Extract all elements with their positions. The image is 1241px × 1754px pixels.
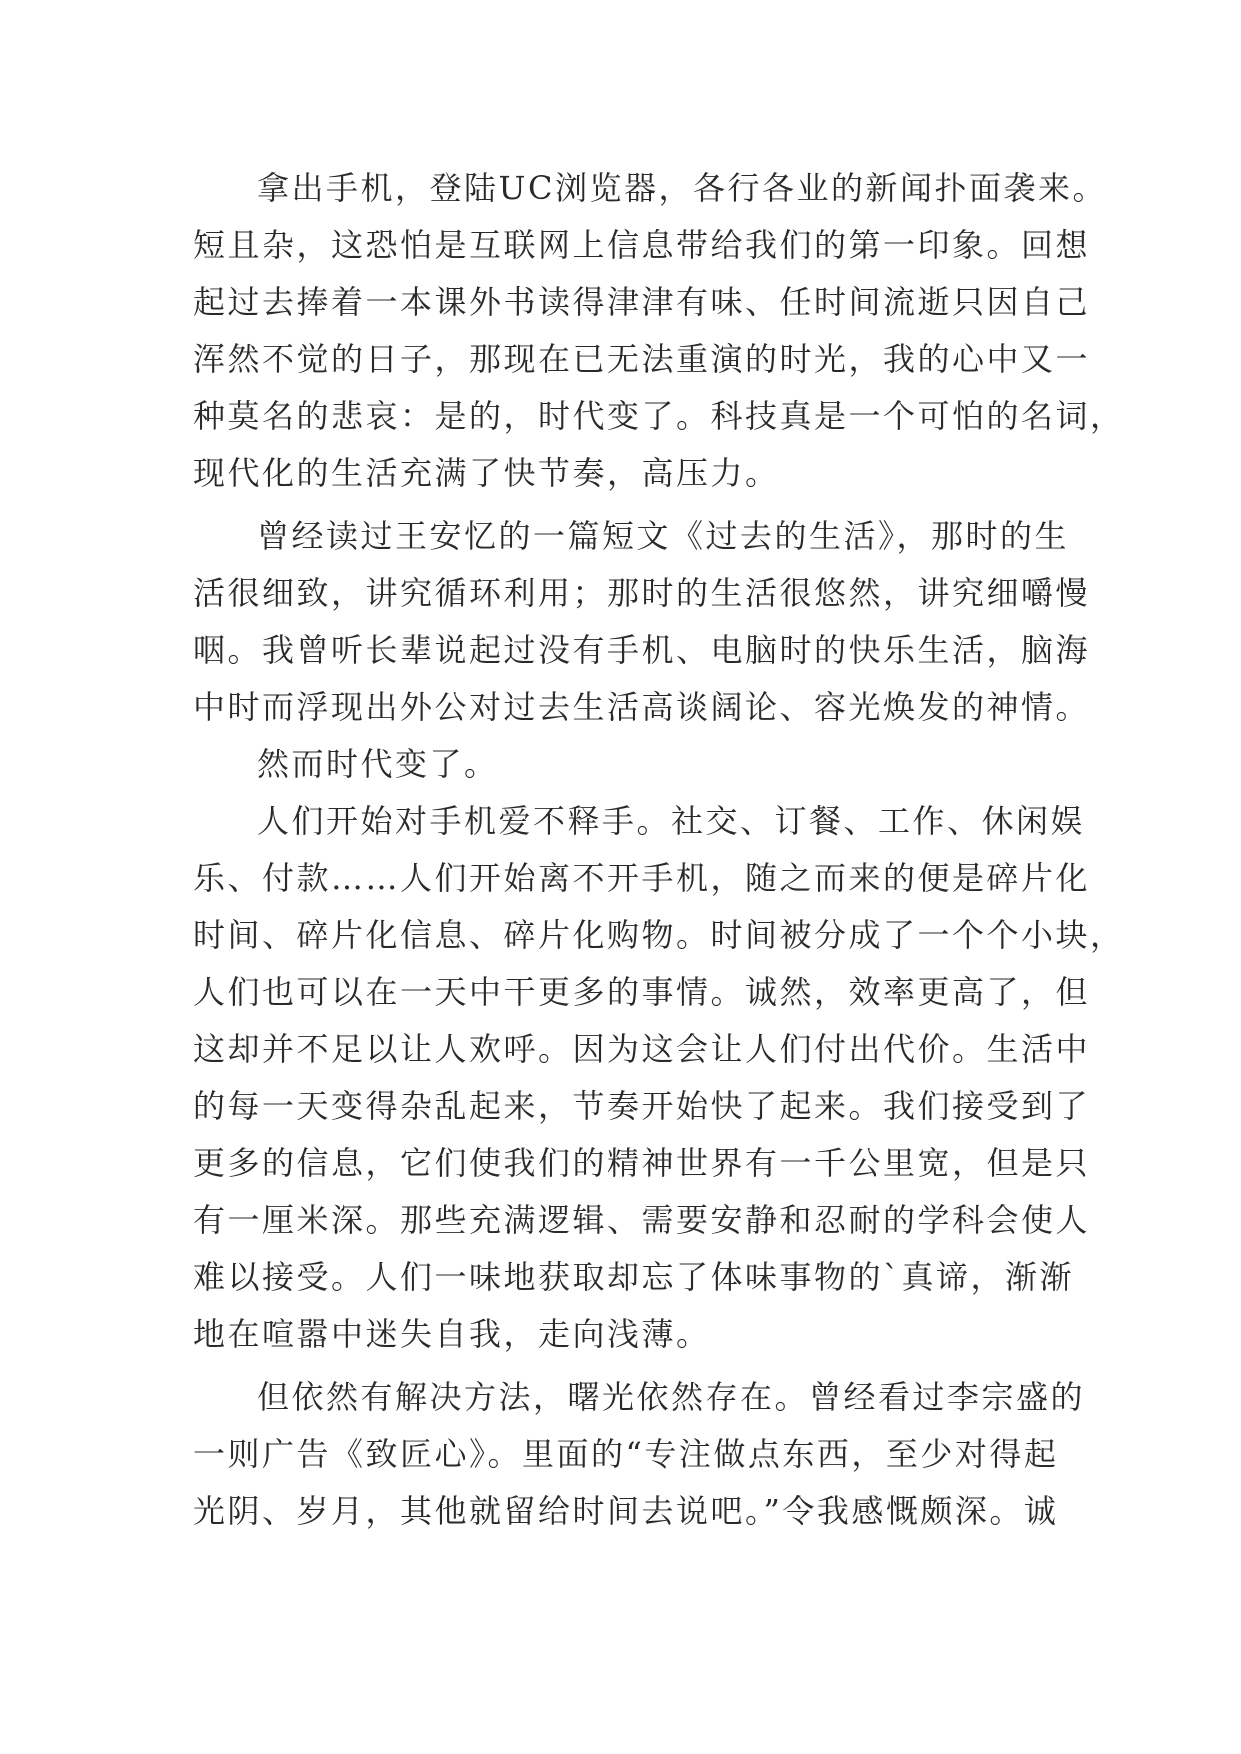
paragraph-5 (193, 1369, 1086, 1540)
paragraph-line: 短且杂，这恐怕是互联网上信息带给我们的第一印象。回想 (193, 226, 1091, 264)
paragraph-line: 中时而浮现出外公对过去生活高谈阔论、容光焕发的神情。 (193, 688, 1091, 726)
paragraph-line: 这却并不足以让人欢呼。因为这会让人们付出代价。生活中 (193, 1030, 1091, 1068)
paragraph-line: 乐、付款……人们开始离不开手机，随之而来的便是碎片化 (193, 859, 1091, 897)
paragraph-line: 更多的信息，它们使我们的精神世界有一千公里宽，但是只 (193, 1144, 1091, 1182)
paragraph-line: 曾经读过王安忆的一篇短文《过去的生活》，那时的生 (257, 517, 1070, 555)
paragraph-line: 有一厘米深。那些充满逻辑、需要安静和忍耐的学科会使人 (193, 1201, 1091, 1239)
paragraph-line: 的每一天变得杂乱起来，节奏开始快了起来。我们接受到了 (193, 1087, 1091, 1125)
paragraph-line: 拿出手机，登陆UC浏览器，各行各业的新闻扑面袭来。 (257, 169, 1107, 207)
paragraph-line: 难以接受。人们一味地获取却忘了体味事物的`真谛，渐渐 (193, 1258, 1075, 1296)
paragraph-line: 但依然有解决方法，曙光依然存在。曾经看过李宗盛的 (257, 1378, 1086, 1416)
paragraph-line: 一则广告《致匠心》。里面的“专注做点东西，至少对得起 (193, 1435, 1059, 1473)
paragraph-line: 现代化的生活充满了快节奏，高压力。 (193, 454, 780, 492)
article-body (193, 160, 1125, 1540)
paragraph-line: 光阴、岁月，其他就留给时间去说吧。”令我感慨颇深。诚 (193, 1492, 1059, 1530)
paragraph-line: 地在喧嚣中迷失自我，走向浅薄。 (193, 1315, 711, 1353)
paragraph-line: 然而时代变了。 (257, 745, 499, 783)
paragraph-line: 人们开始对手机爱不释手。社交、订餐、工作、休闲娱 (257, 802, 1086, 840)
paragraph-3 (193, 736, 1051, 793)
paragraph-line: 种莫名的悲哀：是的，时代变了。科技真是一个可怕的名词， (193, 397, 1125, 435)
paragraph-4 (193, 793, 1125, 1363)
paragraph-line: 起过去捧着一本课外书读得津津有味、任时间流逝只因自己 (193, 283, 1091, 321)
paragraph-line: 活很细致，讲究循环利用；那时的生活很悠然，讲究细嚼慢 (193, 574, 1091, 612)
paragraph-2 (193, 508, 1091, 736)
paragraph-line: 咽。我曾听长辈说起过没有手机、电脑时的快乐生活，脑海 (193, 631, 1091, 669)
paragraph-1 (193, 160, 1125, 502)
paragraph-line: 人们也可以在一天中干更多的事情。诚然，效率更高了，但 (193, 973, 1091, 1011)
paragraph-line: 浑然不觉的日子，那现在已无法重演的时光，我的心中又一 (193, 340, 1091, 378)
paragraph-line: 时间、碎片化信息、碎片化购物。时间被分成了一个个小块， (193, 916, 1125, 954)
